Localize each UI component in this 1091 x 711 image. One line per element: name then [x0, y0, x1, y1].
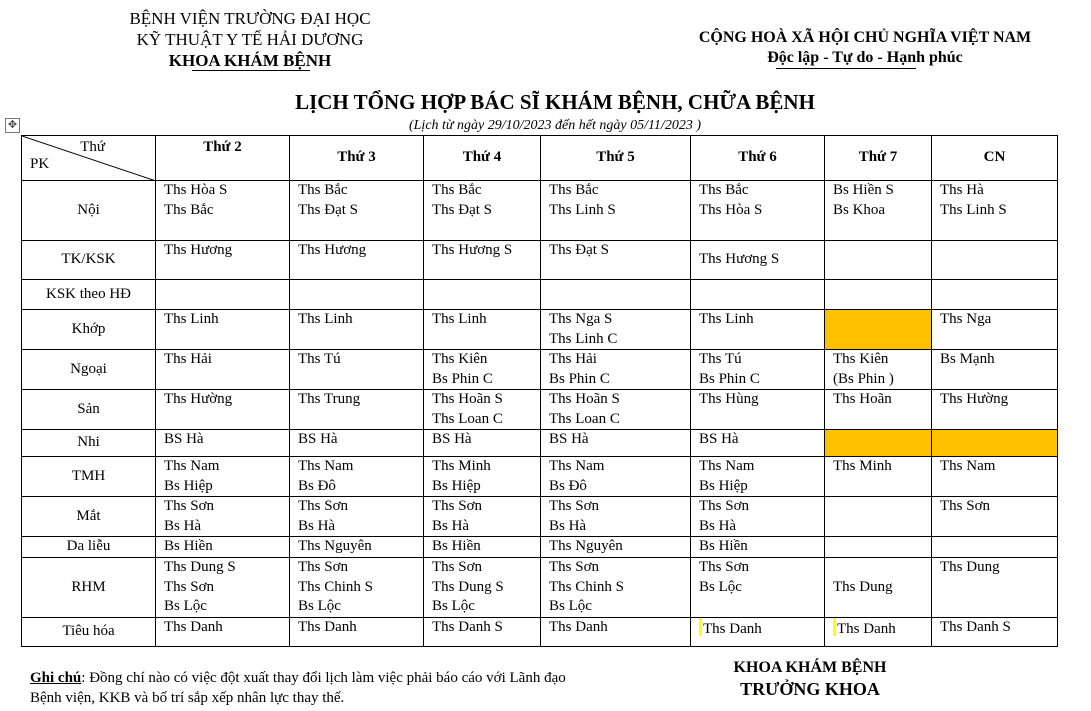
clinic-label: TMH: [22, 457, 156, 497]
schedule-cell: [825, 457, 932, 497]
clinic-label: KSK theo HĐ: [22, 280, 156, 310]
doctor-names: Ths Linh: [699, 311, 754, 327]
day-header: Thứ 5: [541, 136, 691, 181]
doctor-names: Bs Hiền: [699, 538, 748, 554]
day-header: Thứ 2: [156, 136, 290, 181]
doctor-names: BS Hà: [699, 431, 739, 447]
schedule-cell: [932, 390, 1058, 430]
doctor-names: Ths Hùng: [699, 391, 759, 407]
table-row: [22, 430, 1058, 457]
doctor-names: Bs Hiền: [432, 538, 481, 554]
doctor-names: BS Hà: [298, 431, 338, 447]
signature-block: [700, 658, 920, 700]
doctor-names: Ths Đạt S: [549, 242, 609, 258]
schedule-cell: [691, 310, 825, 350]
doctor-names: Ths Danh: [837, 620, 896, 637]
schedule-cell: [424, 280, 541, 310]
schedule-cell: [541, 558, 691, 618]
schedule-cell: [932, 241, 1058, 280]
national-header: [660, 28, 1070, 68]
schedule-cell: [541, 390, 691, 430]
doctor-names: Ths Linh: [432, 311, 487, 327]
schedule-cell: [825, 181, 932, 241]
schedule-cell: [825, 280, 932, 310]
schedule-cell: [932, 617, 1058, 646]
doctor-names: Ths Sơn Ths Dung S Bs Lộc: [432, 559, 504, 614]
schedule-cell: [825, 558, 932, 618]
doctor-names: Ths Sơn: [940, 498, 991, 514]
schedule-cell: [541, 430, 691, 457]
hospital-name-line1: BỆNH VIỆN TRƯỜNG ĐẠI HỌC: [129, 9, 371, 28]
schedule-cell: [156, 617, 290, 646]
doctor-names: Ths Linh: [164, 311, 219, 327]
schedule-cell: [825, 310, 932, 350]
clinic-label: Tiêu hóa: [22, 617, 156, 646]
doctor-names: Ths Hòa S Ths Bắc: [164, 182, 228, 218]
doctor-names: Ths Sơn Bs Hà: [164, 498, 215, 534]
doctor-names: Ths Bắc Ths Hòa S: [699, 182, 763, 218]
schedule-cell: [541, 350, 691, 390]
date-range-subtitle: (Lịch từ ngày 29/10/2023 đến hết ngày 05/11/2023 ): [408, 118, 701, 133]
doctor-names: Ths Nam Bs Đô: [549, 458, 605, 494]
doctor-names: Ths Hương S: [432, 242, 513, 258]
schedule-cell: [691, 350, 825, 390]
doctor-names: Ths Danh: [164, 618, 223, 635]
schedule-cell: [691, 617, 825, 646]
note-text: : Đồng chí nào có việc đột xuất thay đổi lịch làm việc phải báo cáo với Lãnh đạo Bệnh viện, KKB và bố trí sắp xếp nhân lực thay thế.: [30, 670, 566, 706]
clinic-label: Nhi: [22, 430, 156, 457]
doctor-names: Bs Mạnh: [940, 351, 995, 367]
clinic-label: TK/KSK: [22, 241, 156, 280]
schedule-cell: [825, 430, 932, 457]
schedule-cell: [691, 457, 825, 497]
schedule-cell: [541, 181, 691, 241]
schedule-cell: [156, 430, 290, 457]
schedule-cell: [932, 280, 1058, 310]
schedule-cell: [156, 497, 290, 537]
doctor-names: Ths Minh: [833, 458, 892, 474]
schedule-cell: [424, 181, 541, 241]
table-row: [22, 390, 1058, 430]
doctor-names: Ths Danh: [703, 620, 762, 637]
day-header: Thứ 7: [825, 136, 932, 181]
schedule-cell: [932, 558, 1058, 618]
table-row: [22, 497, 1058, 537]
table-row: [22, 241, 1058, 280]
doctor-names: Bs Hiền: [164, 538, 213, 554]
page-title: LỊCH TỔNG HỢP BÁC SĨ KHÁM BỆNH, CHỮA BỆNH: [295, 90, 815, 114]
doctor-names: Ths Hoãn S Ths Loan C: [549, 391, 620, 427]
doctor-names: Ths Dung: [833, 578, 893, 595]
hospital-header: [80, 8, 420, 71]
schedule-cell: [691, 280, 825, 310]
doctor-names: Ths Kiên (Bs Phin ): [833, 351, 894, 387]
schedule-cell: [932, 537, 1058, 558]
schedule-cell: [156, 390, 290, 430]
table-row: [22, 310, 1058, 350]
note-label: Ghi chú: [30, 670, 82, 686]
schedule-cell: [424, 497, 541, 537]
doctor-names: Ths Hoãn: [833, 391, 892, 407]
schedule-cell: [932, 457, 1058, 497]
schedule-cell: [156, 181, 290, 241]
day-header: CN: [932, 136, 1058, 181]
corner-cell: [22, 136, 156, 181]
motto-underline: [776, 68, 916, 69]
schedule-cell: [932, 350, 1058, 390]
schedule-cell: [424, 537, 541, 558]
schedule-cell: [541, 617, 691, 646]
schedule-cell: [290, 280, 424, 310]
doctor-names: Ths Hoãn S Ths Loan C: [432, 391, 503, 427]
doctor-names: Ths Hương: [164, 242, 233, 258]
doctor-names: Ths Hải: [164, 351, 212, 367]
schedule-cell: [932, 430, 1058, 457]
schedule-cell: [424, 241, 541, 280]
department-underline: [192, 70, 310, 71]
doctor-names: Ths Bắc Ths Đạt S: [432, 182, 492, 218]
schedule-cell: [290, 241, 424, 280]
schedule-cell: [691, 181, 825, 241]
doctor-names: Ths Linh: [298, 311, 353, 327]
doctor-names: Bs Hiền S Bs Khoa: [833, 182, 894, 218]
schedule-cell: [156, 558, 290, 618]
doctor-names: Ths Danh S: [940, 618, 1011, 635]
doctor-names: Ths Bắc Ths Đạt S: [298, 182, 358, 218]
schedule-cell: [825, 537, 932, 558]
doctor-names: Ths Sơn Ths Chinh S Bs Lộc: [549, 559, 625, 614]
corner-clinic-label: PK: [30, 155, 50, 172]
schedule-cell: [691, 497, 825, 537]
doctor-names: Ths Kiên Bs Phin C: [432, 351, 493, 387]
day-header: Thứ 4: [424, 136, 541, 181]
doctor-names: Ths Nga S Ths Linh C: [549, 311, 618, 347]
table-row: [22, 457, 1058, 497]
schedule-cell: [541, 241, 691, 280]
doctor-names: Ths Nguyên: [549, 538, 623, 554]
schedule-cell: [691, 390, 825, 430]
schedule-cell: [825, 390, 932, 430]
doctor-names: Ths Dung S Ths Sơn Bs Lộc: [164, 559, 236, 614]
doctor-names: Ths Sơn Bs Hà: [549, 498, 600, 534]
table-row: [22, 617, 1058, 646]
clinic-label: Da liễu: [22, 537, 156, 558]
table-row: [22, 350, 1058, 390]
highlight-mark: [833, 618, 836, 636]
doctor-names: Ths Nguyên: [298, 538, 372, 554]
clinic-label: Mắt: [22, 497, 156, 537]
clinic-label: RHM: [22, 558, 156, 618]
schedule-cell: [290, 430, 424, 457]
doctor-names: Ths Trung: [298, 391, 361, 407]
schedule-cell: [290, 537, 424, 558]
doctor-names: Ths Sơn Bs Hà: [699, 498, 750, 534]
clinic-label: Khớp: [22, 310, 156, 350]
schedule-table: [21, 135, 1058, 647]
doctor-names: Ths Danh S: [432, 618, 503, 635]
schedule-cell: [290, 310, 424, 350]
doctor-names: Ths Sơn Bs Lộc: [699, 559, 750, 595]
clinic-label: Nội: [22, 181, 156, 241]
schedule-cell: [825, 617, 932, 646]
doctor-names: Ths Bắc Ths Linh S: [549, 182, 616, 218]
schedule-cell: [691, 537, 825, 558]
doctor-names: Ths Tú: [298, 351, 341, 367]
doctor-names: BS Hà: [164, 431, 204, 447]
doctor-names: BS Hà: [432, 431, 472, 447]
department-name: KHOA KHÁM BỆNH: [168, 51, 332, 70]
clinic-label: Ngoại: [22, 350, 156, 390]
doctor-names: Ths Hường: [164, 391, 233, 407]
doctor-names: Ths Hương S: [699, 251, 780, 268]
doctor-names: Ths Sơn Bs Hà: [298, 498, 349, 534]
schedule-cell: [156, 310, 290, 350]
schedule-cell: [424, 558, 541, 618]
schedule-cell: [825, 350, 932, 390]
signature-title: TRƯỞNG KHOA: [740, 679, 880, 699]
doctor-names: Ths Nam Bs Hiệp: [164, 458, 220, 494]
schedule-cell: [156, 280, 290, 310]
table-move-handle-icon[interactable]: ✥: [5, 118, 20, 133]
doctor-names: Ths Hương: [298, 242, 367, 258]
national-name: CỘNG HOÀ XÃ HỘI CHỦ NGHĨA VIỆT NAM: [698, 29, 1032, 46]
schedule-cell: [541, 497, 691, 537]
schedule-cell: [825, 241, 932, 280]
day-header: Thứ 3: [290, 136, 424, 181]
doctor-names: Ths Hường: [940, 391, 1009, 407]
table-row: [22, 537, 1058, 558]
schedule-cell: [691, 241, 825, 280]
schedule-cell: [156, 457, 290, 497]
schedule-cell: [290, 617, 424, 646]
national-motto: Độc lập - Tự do - Hạnh phúc: [767, 49, 963, 66]
schedule-cell: [290, 181, 424, 241]
schedule-cell: [424, 617, 541, 646]
highlight-mark: [699, 618, 702, 636]
doctor-names: Ths Sơn Bs Hà: [432, 498, 483, 534]
clinic-label: Sản: [22, 390, 156, 430]
schedule-cell: [932, 310, 1058, 350]
doctor-names: Ths Danh: [549, 618, 608, 635]
day-header: Thứ 6: [691, 136, 825, 181]
schedule-cell: [290, 350, 424, 390]
signature-department: KHOA KHÁM BỆNH: [733, 659, 887, 676]
header-row: [22, 136, 1058, 181]
schedule-cell: [290, 457, 424, 497]
doctor-names: Ths Nam Bs Hiệp: [699, 458, 755, 494]
doctor-names: BS Hà: [549, 431, 589, 447]
hospital-name-line2: KỸ THUẬT Y TẾ HẢI DƯƠNG: [136, 30, 364, 49]
schedule-cell: [424, 350, 541, 390]
schedule-cell: [424, 430, 541, 457]
schedule-cell: [825, 497, 932, 537]
doctor-names: Ths Minh Bs Hiệp: [432, 458, 491, 494]
doctor-names: Ths Dung: [940, 559, 1000, 575]
table-row: [22, 181, 1058, 241]
note-block: [30, 668, 590, 708]
doctor-names: Ths Nga: [940, 311, 992, 327]
table-row: [22, 280, 1058, 310]
schedule-cell: [541, 310, 691, 350]
doctor-names: Ths Tú Bs Phin C: [699, 351, 760, 387]
doctor-names: Ths Sơn Ths Chinh S Bs Lộc: [298, 559, 374, 614]
table-row: [22, 558, 1058, 618]
doctor-names: Ths Nam: [940, 458, 996, 474]
schedule-cell: [424, 390, 541, 430]
schedule-cell: [691, 430, 825, 457]
schedule-cell: [691, 558, 825, 618]
schedule-cell: [932, 181, 1058, 241]
schedule-cell: [156, 241, 290, 280]
schedule-cell: [290, 497, 424, 537]
doctor-names: Ths Hải Bs Phin C: [549, 351, 610, 387]
schedule-cell: [424, 457, 541, 497]
schedule-cell: [290, 558, 424, 618]
schedule-cell: [424, 310, 541, 350]
corner-day-label: Thứ: [80, 139, 105, 155]
schedule-cell: [541, 537, 691, 558]
doctor-names: Ths Danh: [298, 618, 357, 635]
schedule-cell: [290, 390, 424, 430]
schedule-cell: [541, 280, 691, 310]
schedule-cell: [156, 537, 290, 558]
schedule-cell: [932, 497, 1058, 537]
schedule-cell: [156, 350, 290, 390]
doctor-names: Ths Nam Bs Đô: [298, 458, 354, 494]
schedule-cell: [541, 457, 691, 497]
doctor-names: Ths Hà Ths Linh S: [940, 182, 1007, 218]
